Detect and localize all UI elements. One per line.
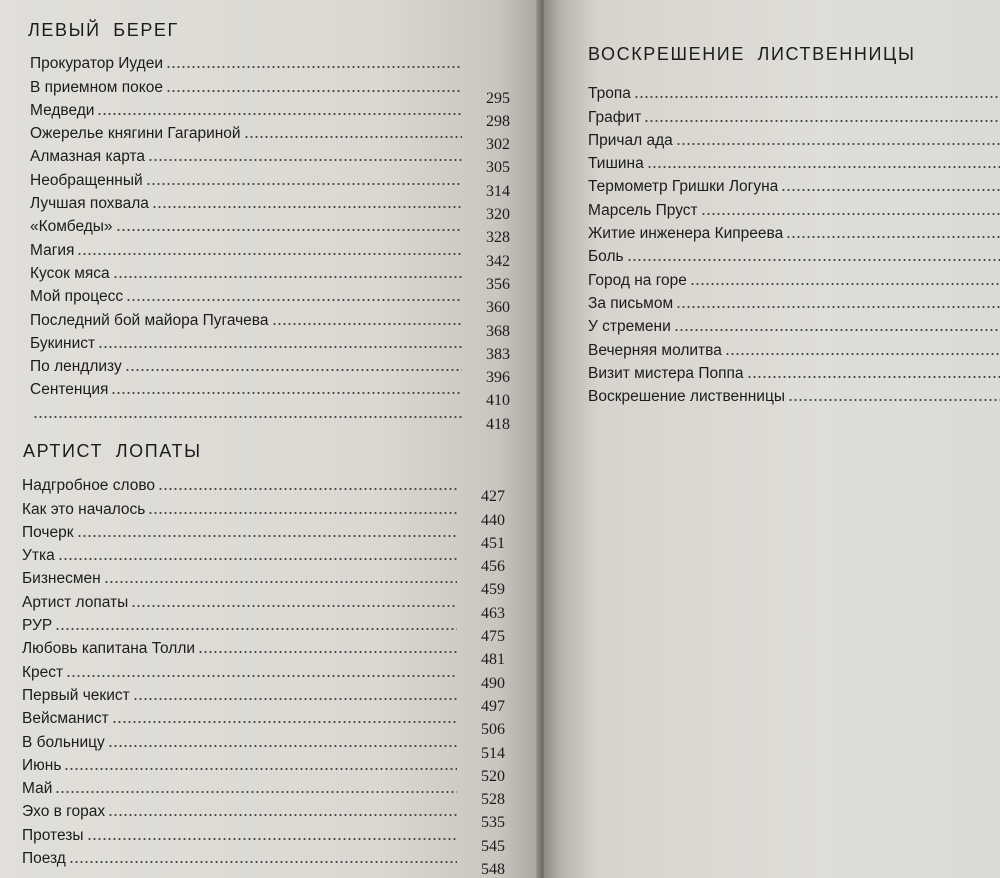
toc-entry (588, 243, 1000, 266)
toc-entry (22, 519, 505, 552)
toc-entry (30, 353, 510, 387)
toc-entry (22, 612, 505, 646)
entry-title: Мой процесс (30, 288, 124, 306)
toc-entry (22, 845, 505, 878)
entry-title: Термометр Гришки Логуна (588, 178, 779, 196)
toc-list-shovel-artist (22, 472, 505, 878)
toc-entry (22, 542, 505, 576)
page-number: 506 (481, 721, 505, 739)
toc-entry (22, 472, 505, 506)
entry-title: Воскрешение лиственницы (588, 388, 785, 406)
page-number: 320 (486, 206, 510, 224)
toc-entry (30, 306, 510, 340)
entry-title: Тишина (588, 155, 644, 173)
toc-entry (30, 50, 510, 73)
toc-entry (22, 588, 505, 622)
page-number: 305 (486, 159, 510, 177)
entry-title: Первый чекист (22, 686, 130, 704)
toc-entry (30, 120, 510, 154)
dot-leader (97, 112, 462, 116)
page-number: 456 (481, 558, 505, 576)
page-number: 298 (486, 112, 510, 130)
entry-title: Необращенный (30, 171, 143, 189)
toc-entry (588, 80, 1000, 103)
dot-leader (64, 767, 457, 771)
dot-leader (152, 205, 462, 209)
page-number: 514 (481, 744, 505, 762)
dot-leader (112, 720, 457, 724)
dot-leader (125, 368, 462, 372)
page-number: 418 (486, 415, 510, 433)
toc-entry (30, 166, 510, 200)
entry-title: Крест (22, 663, 64, 681)
toc-entry (22, 635, 505, 669)
dot-leader (55, 790, 457, 794)
toc-entry (30, 399, 510, 433)
entry-title: Надгробное слово (22, 477, 156, 495)
entry-title: Вейсманист (22, 710, 109, 728)
page-number: 342 (486, 252, 510, 270)
page-number: 459 (481, 581, 505, 599)
toc-list-larch (588, 80, 1000, 406)
right-page (544, 0, 1000, 878)
entry-title: У стремени (588, 318, 671, 336)
page-number: 360 (486, 299, 510, 317)
dot-leader (111, 391, 462, 395)
dot-leader (77, 534, 457, 538)
toc-entry (22, 775, 505, 809)
toc-entry (22, 705, 505, 739)
entry-title: Алмазная карта (30, 148, 146, 166)
page-number: 475 (481, 628, 505, 646)
dot-leader (66, 674, 457, 678)
toc-entry (22, 658, 505, 692)
entry-title: РУР (22, 617, 53, 635)
dot-leader (58, 557, 457, 561)
dot-leader (158, 487, 457, 491)
entry-title: Последний бой майора Пугачева (30, 311, 269, 329)
dot-leader (725, 352, 1000, 356)
dot-leader (77, 252, 462, 256)
dot-leader (244, 135, 462, 139)
dot-leader (116, 228, 462, 232)
toc-entry (22, 565, 505, 599)
dot-leader (146, 182, 462, 186)
dot-leader (69, 860, 457, 864)
entry-title: Бизнесмен (22, 570, 101, 588)
page-number: 545 (481, 837, 505, 855)
dot-leader (634, 95, 1000, 99)
entry-title: Сентенция (30, 381, 109, 399)
toc-entry (22, 821, 505, 855)
dot-leader (166, 65, 462, 69)
page-number: 314 (486, 182, 510, 200)
entry-title: Май (22, 780, 53, 798)
page-number: 490 (481, 674, 505, 692)
entry-title: «Комбеды» (30, 218, 113, 236)
dot-leader (104, 580, 457, 584)
dot-leader (747, 375, 1000, 379)
toc-entry (22, 682, 505, 715)
section-title-shovel-artist: АРТИСТ ЛОПАТЫ (23, 441, 202, 461)
entry-title: Житие инженера Кипреева (588, 225, 784, 243)
page-number: 295 (486, 89, 510, 107)
page-number: 451 (481, 534, 505, 552)
toc-entry (30, 376, 510, 410)
page-number: 410 (486, 392, 510, 410)
toc-entry (30, 283, 510, 317)
toc-entry (588, 127, 1000, 150)
dot-leader (676, 305, 1000, 309)
dot-leader (627, 258, 1000, 262)
dot-leader (647, 165, 1000, 169)
section-title-larch: ВОСКРЕШЕНИЕ ЛИСТВЕННИЦЫ (588, 44, 916, 64)
dot-leader (644, 119, 1000, 123)
page-number: 383 (486, 345, 510, 363)
dot-leader (786, 235, 1000, 239)
entry-title: Марсель Пруст (588, 201, 698, 219)
toc-entry (588, 313, 1000, 336)
page-number: 396 (486, 369, 510, 387)
page-number: 535 (481, 814, 505, 832)
dot-leader (87, 837, 458, 841)
entry-title: В приемном покое (30, 78, 163, 96)
entry-title: Боль (588, 248, 624, 266)
toc-entry (588, 290, 1000, 313)
dot-leader (788, 398, 1000, 402)
dot-leader (272, 322, 463, 326)
page-number: 548 (481, 861, 505, 878)
entry-title: За письмом (588, 294, 674, 312)
entry-title: Артист лопаты (22, 593, 129, 611)
dot-leader (33, 415, 462, 419)
toc-entry (22, 495, 505, 529)
entry-title: Визит мистера Поппа (588, 364, 744, 382)
dot-leader (98, 345, 462, 349)
toc-list-left-bank (30, 50, 510, 433)
entry-title: Графит (588, 108, 642, 126)
entry-title: Как это началось (22, 500, 146, 518)
page-number: 368 (486, 322, 510, 340)
page-number: 481 (481, 651, 505, 669)
toc-entry (588, 266, 1000, 289)
toc-entry (588, 150, 1000, 173)
entry-title: Медведи (30, 101, 95, 119)
entry-title: Вечерняя молитва (588, 341, 722, 359)
toc-entry (588, 383, 1000, 406)
toc-entry (588, 336, 1000, 359)
toc-entry (30, 97, 510, 130)
entry-title: Магия (30, 241, 75, 259)
entry-title: Кусок мяса (30, 264, 110, 282)
page-number: 302 (486, 136, 510, 154)
toc-entry (588, 103, 1000, 126)
entry-title: Ожерелье княгини Гагариной (30, 125, 241, 143)
page-number: 528 (481, 791, 505, 809)
toc-entry (588, 196, 1000, 219)
toc-entry (22, 728, 505, 762)
page-number: 520 (481, 767, 505, 785)
toc-entry (22, 752, 505, 785)
toc-entry (30, 213, 510, 247)
dot-leader (108, 813, 457, 817)
dot-leader (676, 142, 1000, 146)
entry-title: Утка (22, 547, 55, 565)
toc-entry (588, 173, 1000, 196)
entry-title: Поезд (22, 850, 66, 868)
toc-entry (588, 360, 1000, 383)
page-number: 497 (481, 697, 505, 715)
section-title-left-bank: ЛЕВЫЙ БЕРЕГ (28, 20, 179, 40)
dot-leader (126, 298, 462, 302)
dot-leader (674, 328, 1000, 332)
entry-title: Протезы (22, 826, 84, 844)
entry-title: По лендлизу (30, 358, 122, 376)
entry-title: В больницу (22, 733, 105, 751)
entry-title: Тропа (588, 85, 631, 103)
entry-title: Лучшая похвала (30, 195, 149, 213)
page-number: 356 (486, 275, 510, 293)
entry-title: Букинист (30, 334, 96, 352)
toc-entry (30, 143, 510, 177)
dot-leader (148, 158, 462, 162)
toc-entry (30, 330, 510, 363)
toc-entry (22, 798, 505, 832)
dot-leader (133, 697, 457, 701)
entry-title: Июнь (22, 756, 62, 774)
dot-leader (701, 212, 1000, 216)
dot-leader (198, 650, 457, 654)
toc-entry (30, 190, 510, 224)
entry-title: Почерк (22, 523, 74, 541)
dot-leader (113, 275, 462, 279)
toc-entry (30, 236, 510, 270)
entry-title: Город на горе (588, 271, 687, 289)
entry-title: Прокуратор Иудеи (30, 55, 163, 73)
dot-leader (148, 511, 457, 515)
page-number: 440 (481, 511, 505, 529)
dot-leader (690, 282, 1000, 286)
dot-leader (781, 188, 1000, 192)
dot-leader (55, 627, 457, 631)
toc-entry (30, 73, 510, 107)
dot-leader (131, 604, 457, 608)
page-number: 463 (481, 604, 505, 622)
page-number: 427 (481, 488, 505, 506)
dot-leader (108, 744, 457, 748)
toc-entry (588, 220, 1000, 243)
toc-entry (30, 260, 510, 293)
dot-leader (166, 89, 462, 93)
entry-title: Причал ада (588, 131, 673, 149)
page-number: 328 (486, 229, 510, 247)
entry-title: Эхо в горах (22, 803, 106, 821)
entry-title: Любовь капитана Толли (22, 640, 196, 658)
